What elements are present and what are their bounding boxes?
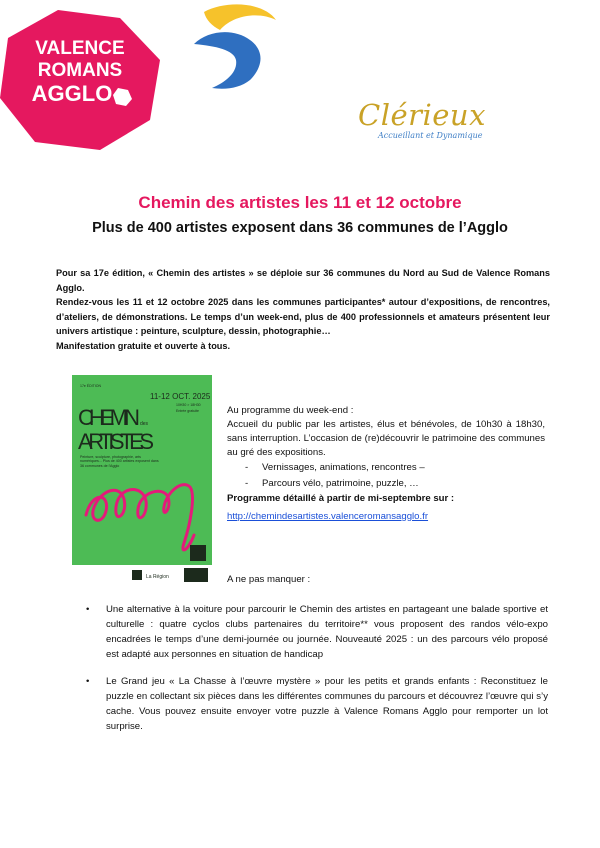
poster-des: des	[140, 421, 149, 427]
bullet-icon: •	[86, 604, 90, 615]
poster-edition: 17e ÉDITION	[80, 384, 102, 388]
list-item	[86, 602, 548, 662]
poster-entry: Entrée gratuite	[176, 409, 199, 413]
bullet-icon: •	[86, 676, 90, 687]
vra-logo-line2: ROMANS	[37, 60, 123, 81]
list-item-label: Vernissages, animations, rencontres –	[262, 462, 425, 473]
poster-word2: ARTISTES	[78, 429, 154, 454]
vra-logo-line3: AGGLO	[31, 81, 113, 106]
clerieux-tagline: Accueillant et Dynamique	[378, 131, 483, 140]
poster-hours: 10H30 > 18H30	[176, 403, 201, 407]
vra-logo-line1: VALENCE	[35, 38, 125, 59]
intro-paragraph	[56, 266, 550, 354]
bullet-text: Le Grand jeu « La Chasse à l’œuvre mystère » pour les petits et grands enfants : Reconstituez le puzzle en collectant six pièces dans les différentes communes du parcours et découvrez l’œuvre qui s’y cache. Vous pouvez ensuite envoyer votre puzzle à Valence Romans Agglo pour remporter un lot surprise.	[106, 676, 548, 732]
event-poster	[72, 375, 212, 585]
list-item	[86, 674, 548, 734]
page-subtitle: Plus de 400 artistes exposent dans 36 communes de l’Agglo	[92, 220, 508, 236]
list-item: - Vernissages, animations, rencontres –	[245, 462, 425, 473]
clerieux-logo-mark	[164, 0, 304, 150]
poster-footer: La Région	[146, 574, 169, 580]
list-item: - Parcours vélo, patrimoine, puzzle, …	[245, 478, 419, 489]
programme-list	[245, 461, 545, 493]
page-title: Chemin des artistes les 11 et 12 octobre	[138, 193, 462, 212]
poster-word1: CHEMIN	[78, 405, 140, 430]
poster-desc: Peinture, sculpture, photographie, arts numériques... Plus de 400 artistes exposent dans 36 communes de l'Agglo	[80, 455, 159, 468]
programme-detail: Programme détaillé à partir de mi-septembre sur :	[227, 493, 455, 504]
not-miss-heading: A ne pas manquer :	[227, 574, 311, 585]
bullet-text: Une alternative à la voiture pour parcourir le Chemin des artistes en partageant une balade sportive et culturelle : quatre cyclos clubs partenaires du territoire** vous proposent des randos vélo-expo encadrées le temps d’une demi-journée ou journée. Nouveauté 2025 : un des parcours vélo proposé est adapté aux personnes en situation de handicap	[106, 604, 548, 660]
list-item-label: Parcours vélo, patrimoine, puzzle, …	[262, 478, 419, 489]
programme-heading: Au programme du week-end :	[227, 405, 354, 416]
highlights-list	[86, 602, 548, 746]
programme-link[interactable]: http://chemindesartistes.valenceromansagglo.fr	[227, 511, 429, 522]
clerieux-name: Clérieux	[358, 98, 486, 132]
programme-body: Accueil du public par les artistes, élus et bénévoles, de 10h30 à 18h30, sans interruption. L’occasion de (re)découvrir le patrimoine des communes au gré des expositions.	[227, 419, 545, 458]
poster-dates: 11-12 OCT. 2025	[150, 392, 211, 401]
intro-p2: Rendez-vous les 11 et 12 octobre 2025 dans les communes participantes* autour d’expositions, de rencontres, d’ateliers, de démonstrations. Le temps d’un week-end, plus de 400 professionnels et amateurs présentent leur univers artistique : peinture, sculpture, dessin, photographie…	[56, 297, 550, 337]
intro-p3: Manifestation gratuite et ouverte à tous.	[56, 340, 231, 351]
valence-romans-agglo-logo	[0, 10, 160, 150]
intro-p1: Pour sa 17e édition, « Chemin des artistes » se déploie sur 36 communes du Nord au Sud de Valence Romans Agglo.	[56, 268, 550, 293]
